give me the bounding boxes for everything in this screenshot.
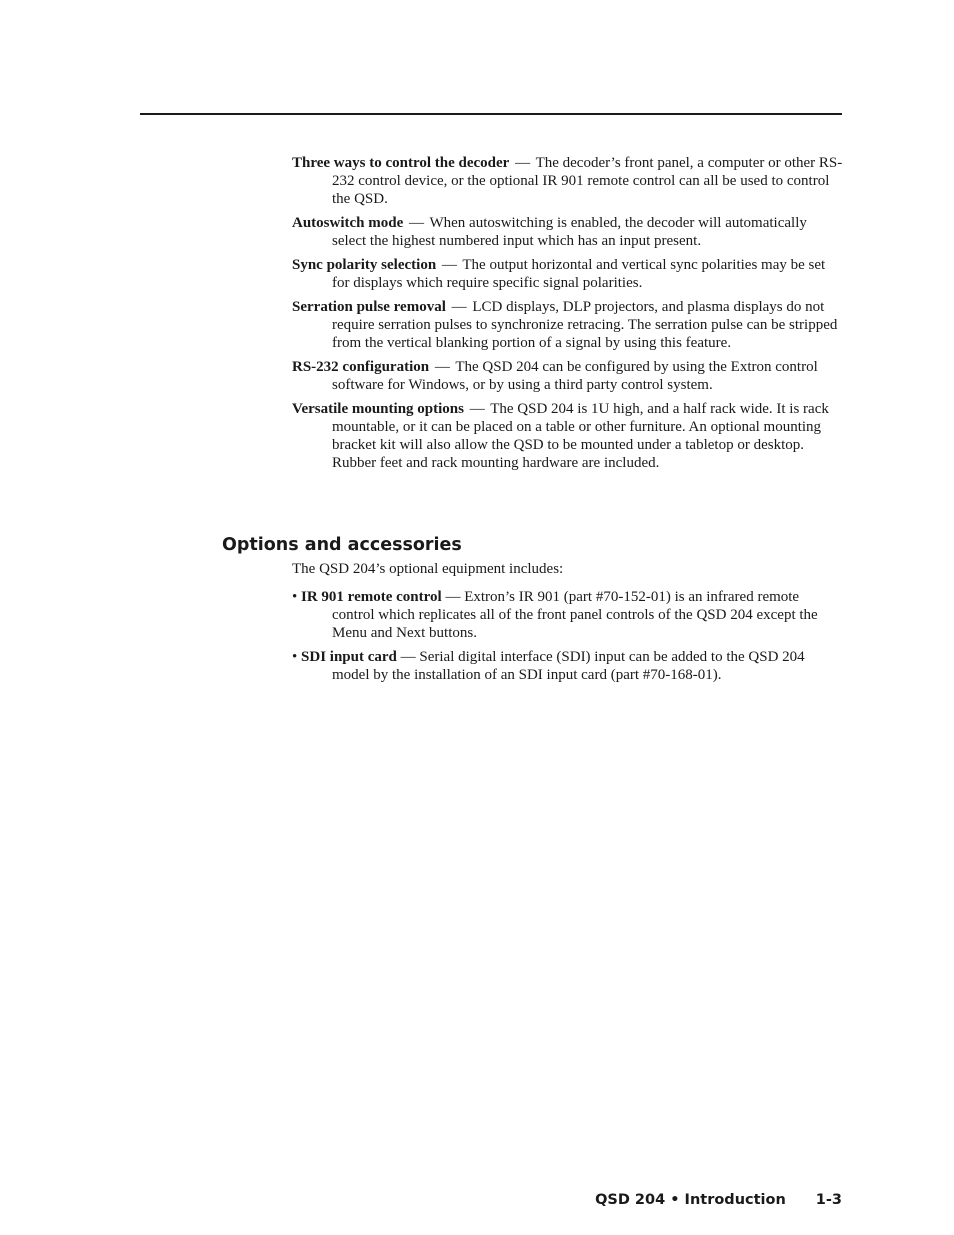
feature-item-autoswitch [292,214,844,250]
feature-term: Versatile mounting options [292,401,464,417]
feature-text: The QSD 204 can be configured by using the Extron control software for Windows, or by using a third party control system. [332,359,818,393]
bullet-icon: • [292,649,298,665]
accessory-item-ir901 [292,588,844,642]
feature-term: Sync polarity selection [292,257,437,273]
section-heading-options: Options and accessories [222,535,462,555]
em-dash: — [441,257,457,273]
feature-list [292,154,844,478]
accessory-text: Serial digital interface (SDI) input can be added to the QSD 204 model by the installation of an SDI input card (part #70-168-01). [332,649,805,683]
accessory-text: Extron’s IR 901 (part #70-152-01) is an infrared remote control which replicates all of the front panel controls of the QSD 204 except the Menu and Next buttons. [332,589,818,641]
em-dash: — [445,589,461,605]
feature-term: Autoswitch mode [292,215,404,231]
feature-text: The QSD 204 is 1U high, and a half rack wide. It is rack mountable, or it can be placed on a table or other furniture. An optional mounting bracket kit will also allow the QSD to be mounted under a tabletop or desktop. Rubber feet and rack mounting hardware are included. [332,401,829,471]
em-dash: — [469,401,485,417]
feature-term: Serration pulse removal [292,299,446,315]
em-dash: — [409,215,424,231]
feature-item-serration [292,298,844,352]
em-dash: — [515,155,531,171]
em-dash: — [451,299,467,315]
options-intro: The QSD 204’s optional equipment includes: [292,561,564,577]
accessory-list [292,588,844,690]
feature-term: RS-232 configuration [292,359,430,375]
accessory-item-sdi [292,648,844,684]
feature-item-rs232 [292,358,844,394]
bullet-icon: • [292,589,298,605]
feature-item-sync-polarity [292,256,844,292]
accessory-term: SDI input card [301,649,397,665]
feature-text: The output horizontal and vertical sync polarities may be set for displays which require specific signal polarities. [332,257,826,291]
feature-item-mounting [292,400,844,472]
page-footer [595,1190,842,1210]
feature-text: The decoder’s front panel, a computer or other RS-232 control device, or the optional IR 901 remote control can all be used to control the QSD. [332,155,843,207]
feature-term: Three ways to control the decoder [292,155,510,171]
feature-item-control [292,154,844,208]
accessory-term: IR 901 remote control [301,589,442,605]
header-rule [140,113,842,115]
em-dash: — [434,359,450,375]
footer-label: QSD 204 • Introduction [595,1192,786,1208]
feature-text: LCD displays, DLP projectors, and plasma displays do not require serration pulses to synchronize retracing. The serration pulse can be stripped from the vertical blanking portion of a signal by using this feature. [332,299,838,351]
feature-text: When autoswitching is enabled, the decoder will automatically select the highest numbered input which has an input present. [332,215,807,249]
em-dash: — [400,649,416,665]
page-number: 1-3 [815,1192,842,1208]
